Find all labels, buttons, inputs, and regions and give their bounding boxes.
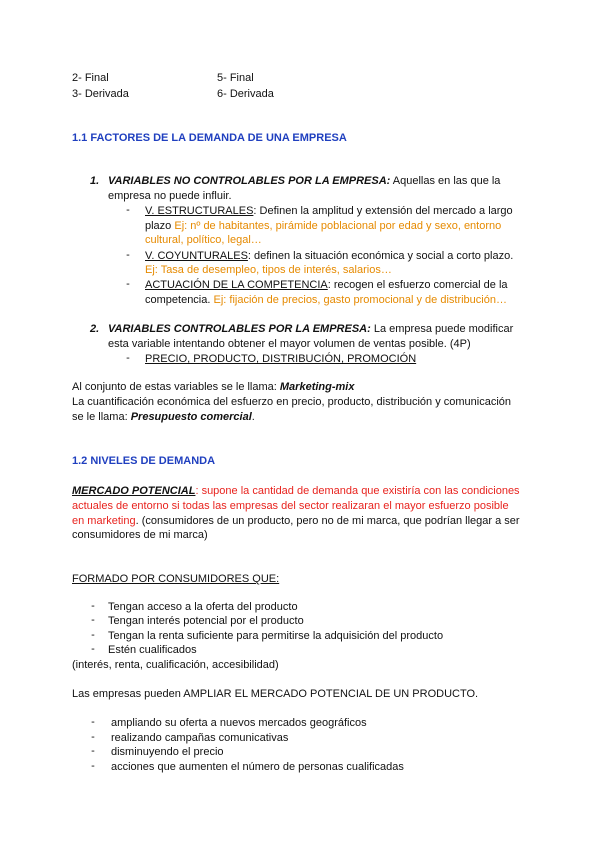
sub-c-label: ACTUACIÓN DE LA COMPETENCIA bbox=[145, 279, 328, 291]
sub-a-text-b: plazo bbox=[145, 220, 172, 232]
sub-a-line-1 bbox=[145, 204, 513, 219]
paragraph-presupuesto-line-1: La cuantificación económica del esfuerzo en precio, producto, distribución y comunicación bbox=[72, 396, 512, 408]
mercado-potencial-line-1 bbox=[72, 484, 520, 499]
section-heading-niveles: 1.2 NIVELES DE DEMANDA bbox=[72, 455, 216, 467]
dash-bullet: - bbox=[91, 745, 95, 757]
dash-bullet: - bbox=[91, 716, 95, 728]
parenthetical-note: (interés, renta, cualificación, accesibilidad) bbox=[72, 659, 279, 671]
mercado-potencial-black-b: consumidores de mi marca) bbox=[72, 529, 208, 541]
item-1-line-1 bbox=[108, 174, 500, 189]
formado-heading: FORMADO POR CONSUMIDORES QUE: bbox=[72, 573, 280, 585]
sub-b-example: Ej: Tasa de desempleo, tipos de interés, salarios… bbox=[145, 264, 392, 276]
presupuesto-term: Presupuesto comercial bbox=[130, 411, 252, 423]
item-1-text-a: Aquellas en las que la bbox=[390, 175, 501, 187]
mercado-potencial-black-a: . (consumidores de un producto, pero no de mi marca, que podrían llegar a ser bbox=[135, 515, 520, 527]
sub-a-label: V. ESTRUCTURALES bbox=[145, 205, 254, 217]
paragraph-presupuesto-line-2 bbox=[72, 410, 255, 425]
list1-item: Tengan acceso a la oferta del producto bbox=[108, 601, 298, 613]
list1-item: Tengan la renta suficiente para permitirse la adquisición del producto bbox=[108, 630, 444, 642]
sub-b-label: V. COYUNTURALES bbox=[145, 250, 248, 262]
top-right-2: 6- Derivada bbox=[217, 88, 274, 100]
sub-b-line-1 bbox=[145, 249, 513, 264]
list2-item: realizando campañas comunicativas bbox=[111, 732, 289, 744]
sub-c-text-b: competencia. bbox=[145, 294, 211, 306]
dash-bullet: - bbox=[91, 600, 95, 612]
dash-bullet: - bbox=[126, 352, 130, 364]
item-1-text-b: empresa no puede influir. bbox=[108, 190, 232, 202]
item-2-title: VARIABLES CONTROLABLES POR LA EMPRESA: bbox=[108, 323, 371, 335]
dash-bullet: - bbox=[126, 204, 130, 216]
item-2-text-b: esta variable intentando obtener el mayor volumen de ventas posible. (4P) bbox=[108, 338, 471, 350]
sub-c-text-a: : recogen el esfuerzo comercial de la bbox=[327, 279, 508, 291]
presupuesto-period: . bbox=[251, 411, 255, 423]
sub-a-line-2 bbox=[145, 219, 501, 234]
list2-item: ampliando su oferta a nuevos mercados geográficos bbox=[111, 717, 367, 729]
top-left-1: 2- Final bbox=[72, 72, 109, 84]
item-1-title: VARIABLES NO CONTROLABLES POR LA EMPRESA: bbox=[108, 175, 391, 187]
mercado-potencial-red-c: en marketing bbox=[72, 515, 136, 527]
top-left-2: 3- Derivada bbox=[72, 88, 129, 100]
sub-a-example-b: cultural, político, legal… bbox=[145, 234, 262, 246]
paragraph-marketing-mix bbox=[72, 380, 354, 395]
section-heading-factores: 1.1 FACTORES DE LA DEMANDA DE UNA EMPRESA bbox=[72, 132, 347, 144]
list1-item: Estén cualificados bbox=[108, 644, 197, 656]
item-number-1: 1. bbox=[90, 175, 100, 187]
dash-bullet: - bbox=[91, 760, 95, 772]
list1-item: Tengan interés potencial por el producto bbox=[108, 615, 304, 627]
item-number-2: 2. bbox=[90, 323, 100, 335]
dash-bullet: - bbox=[91, 643, 95, 655]
dash-bullet: - bbox=[91, 629, 95, 641]
mercado-potencial-red-b: actuales de entorno si todas las empresas del sector realizaran el mayor esfuerzo posible bbox=[72, 500, 509, 512]
mercado-potencial-label: MERCADO POTENCIAL bbox=[72, 485, 196, 497]
top-right-1: 5- Final bbox=[217, 72, 254, 84]
list2-item: acciones que aumenten el número de personas cualificadas bbox=[111, 761, 404, 773]
sub-a-example-a: Ej: nº de habitantes, pirámide poblacional por edad y sexo, entorno bbox=[171, 220, 502, 232]
sub-c-line-2 bbox=[145, 293, 507, 308]
marketing-mix-text: Al conjunto de estas variables se le llama: bbox=[72, 381, 280, 393]
ampliar-paragraph: Las empresas pueden AMPLIAR EL MERCADO POTENCIAL DE UN PRODUCTO. bbox=[72, 688, 479, 700]
item-2-line-1 bbox=[108, 322, 513, 337]
sub-d-label: PRECIO, PRODUCTO, DISTRIBUCIÓN, PROMOCIÓN bbox=[145, 353, 417, 365]
sub-b-text: : definen la situación económica y social a corto plazo. bbox=[247, 250, 514, 262]
dash-bullet: - bbox=[126, 249, 130, 261]
item-2-text-a: La empresa puede modificar bbox=[370, 323, 514, 335]
mercado-potencial-line-3 bbox=[72, 514, 520, 529]
sub-c-line-1 bbox=[145, 278, 508, 293]
list2-item: disminuyendo el precio bbox=[111, 746, 224, 758]
dash-bullet: - bbox=[91, 614, 95, 626]
mercado-potencial-red-a: : supone la cantidad de demanda que existiría con las condiciones bbox=[195, 485, 520, 497]
sub-a-text-a: : Definen la amplitud y extensión del mercado a largo bbox=[253, 205, 513, 217]
sub-c-example: Ej: fijación de precios, gasto promocional y de distribución… bbox=[210, 294, 507, 306]
dash-bullet: - bbox=[91, 731, 95, 743]
presupuesto-text: se le llama: bbox=[72, 411, 131, 423]
dash-bullet: - bbox=[126, 278, 130, 290]
marketing-mix-term: Marketing-mix bbox=[279, 381, 355, 393]
